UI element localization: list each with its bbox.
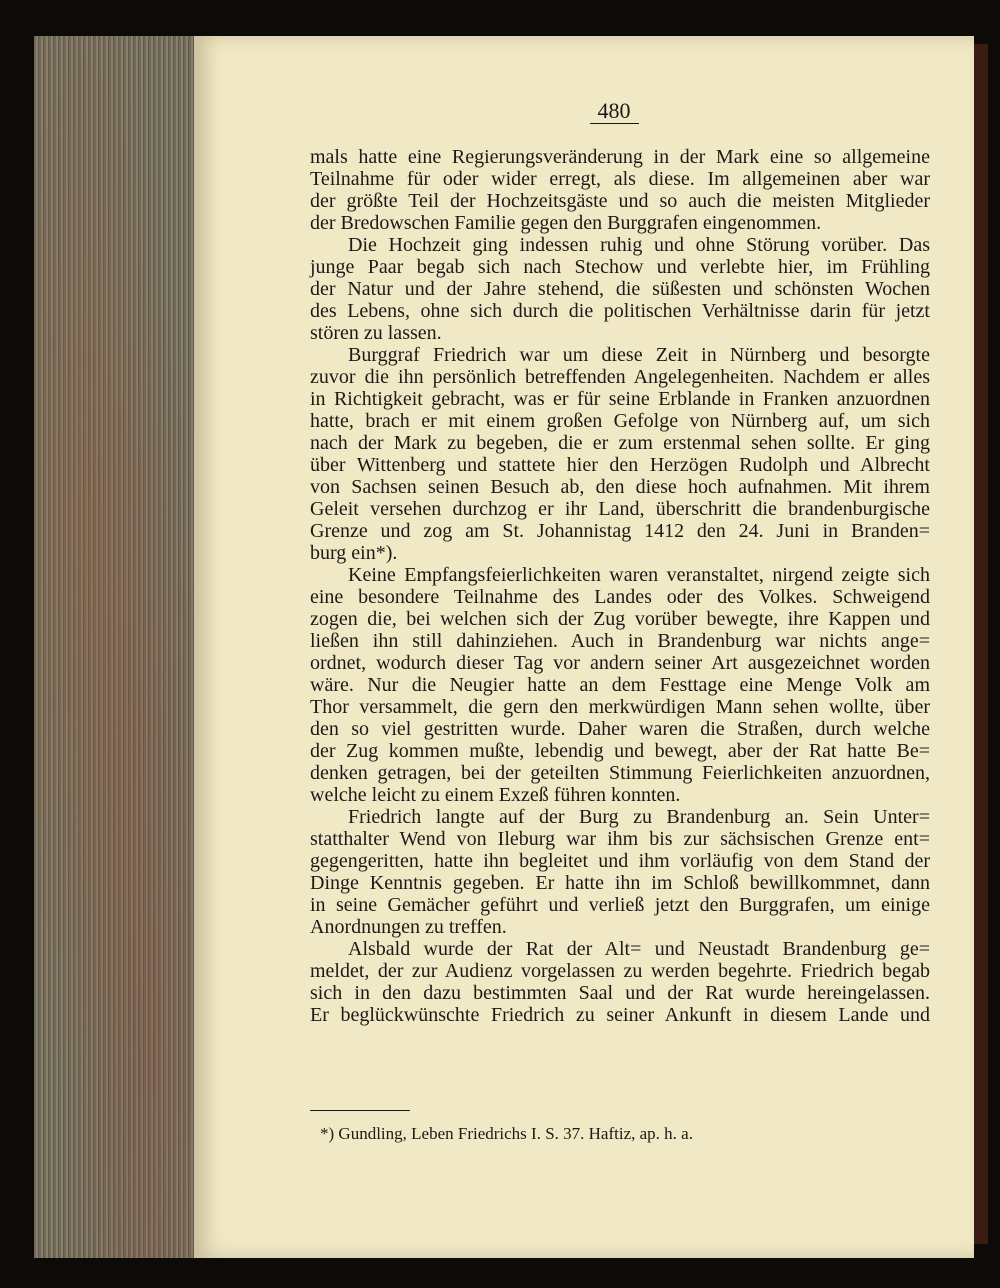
text-line: ließen ihn still dahinziehen. Auch in Brandenburg war nichts ange= xyxy=(310,630,930,652)
text-line: Burggraf Friedrich war um diese Zeit in Nürnberg und besorgte xyxy=(348,344,930,366)
text-line: ordnet, wodurch dieser Tag vor andern seiner Art ausgezeichnet worden xyxy=(310,652,930,674)
text-line: eine besondere Teilnahme des Landes oder des Volkes. Schweigend xyxy=(310,586,930,608)
text-line: Alsbald wurde der Rat der Alt= und Neustadt Brandenburg ge= xyxy=(348,938,930,960)
text-line: Geleit versehen durchzog er ihr Land, überschritt die brandenburgische xyxy=(310,498,930,520)
text-line: statthalter Wend von Ileburg war ihm bis zur sächsischen Grenze ent= xyxy=(310,828,930,850)
text-line: meldet, der zur Audienz vorgelassen zu werden begehrte. Friedrich begab xyxy=(310,960,930,982)
page-number-text: 480 xyxy=(590,98,639,124)
text-line: wäre. Nur die Neugier hatte an dem Festtage eine Menge Volk am xyxy=(310,674,930,696)
text-line: der größte Teil der Hochzeitsgäste und so auch die meisten Mitglieder xyxy=(310,190,930,212)
text-line: gegengeritten, hatte ihn begleitet und ihm vorläufig von dem Stand der xyxy=(310,850,930,872)
book-fore-edge xyxy=(34,36,196,1258)
book-page xyxy=(194,36,974,1258)
text-line: burg ein*). xyxy=(310,542,398,564)
text-line: den so viel gestritten wurde. Daher waren die Straßen, durch welche xyxy=(310,718,930,740)
text-line: zogen die, bei welchen sich der Zug vorüber bewegte, ihre Kappen und xyxy=(310,608,930,630)
text-line: der Bredowschen Familie gegen den Burggrafen eingenommen. xyxy=(310,212,822,234)
text-line: welche leicht zu einem Exzeß führen konnten. xyxy=(310,784,681,806)
footnote-rule xyxy=(310,1110,410,1111)
text-line: Er beglückwünschte Friedrich zu seiner Ankunft in diesem Lande und xyxy=(310,1004,930,1026)
text-line: Thor versammelt, die gern den merkwürdigen Mann sehen wollte, über xyxy=(310,696,930,718)
text-line: der Natur und der Jahre stehend, die süßesten und schönsten Wochen xyxy=(310,278,930,300)
text-line: des Lebens, ohne sich durch die politischen Verhältnisse darin für jetzt xyxy=(310,300,930,322)
book-cover-edge xyxy=(974,44,988,1244)
text-line: Friedrich langte auf der Burg zu Brandenburg an. Sein Unter= xyxy=(348,806,930,828)
text-line: über Wittenberg und stattete hier den Herzögen Rudolph und Albrecht xyxy=(310,454,930,476)
text-line: der Zug kommen mußte, lebendig und bewegt, aber der Rat hatte Be= xyxy=(310,740,930,762)
text-line: denken getragen, bei der geteilten Stimmung Feierlichkeiten anzuordnen, xyxy=(310,762,930,784)
text-line: mals hatte eine Regierungsveränderung in der Mark eine so allgemeine xyxy=(310,146,930,168)
text-line: in Richtigkeit gebracht, was er für seine Erblande in Franken anzuordnen xyxy=(310,388,930,410)
text-line: in seine Gemächer geführt und verließ jetzt den Burggrafen, um einige xyxy=(310,894,930,916)
text-line: Teilnahme für oder wider erregt, als diese. Im allgemeinen aber war xyxy=(310,168,930,190)
text-line: stören zu lassen. xyxy=(310,322,442,344)
page-number xyxy=(194,98,974,124)
text-line: sich in den dazu bestimmten Saal und der Rat wurde hereingelassen. xyxy=(310,982,930,1004)
body-text xyxy=(310,146,930,1026)
footnote: *) Gundling, Leben Friedrichs I. S. 37. Haftiz, ap. h. a. xyxy=(320,1124,693,1143)
text-line: junge Paar begab sich nach Stechow und verlebte hier, im Frühling xyxy=(310,256,930,278)
text-line: Grenze und zog am St. Johannistag 1412 den 24. Juni in Branden= xyxy=(310,520,930,542)
text-line: zuvor die ihn persönlich betreffenden Angelegenheiten. Nachdem er alles xyxy=(310,366,930,388)
text-line: hatte, brach er mit einem großen Gefolge von Nürnberg auf, um sich xyxy=(310,410,930,432)
text-line: Die Hochzeit ging indessen ruhig und ohne Störung vorüber. Das xyxy=(348,234,930,256)
text-line: von Sachsen seinen Besuch ab, den diese hoch aufnahmen. Mit ihrem xyxy=(310,476,930,498)
text-line: Anordnungen zu treffen. xyxy=(310,916,507,938)
text-line: Dinge Kenntnis gegeben. Er hatte ihn im Schloß bewillkommnet, dann xyxy=(310,872,930,894)
text-line: nach der Mark zu begeben, die er zum erstenmal sehen sollte. Er ging xyxy=(310,432,930,454)
text-line: Keine Empfangsfeierlichkeiten waren veranstaltet, nirgend zeigte sich xyxy=(348,564,930,586)
